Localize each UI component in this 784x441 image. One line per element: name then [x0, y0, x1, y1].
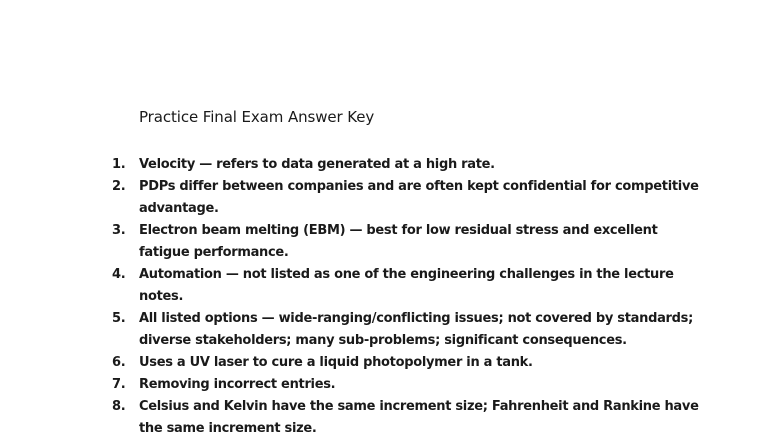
list-item: [112, 308, 712, 352]
answer-list: [112, 154, 712, 440]
item-text: All listed options — wide-ranging/conflicting issues; not covered by standards; diverse stakeholders; many sub-problems; significant consequences.: [139, 311, 694, 348]
item-text: Automation — not listed as one of the engineering challenges in the lecture notes.: [139, 267, 674, 304]
list-item: [112, 220, 712, 264]
item-number: 4.: [112, 267, 126, 282]
list-item: [112, 264, 712, 308]
list-item: [112, 396, 712, 440]
item-number: 5.: [112, 311, 126, 326]
item-text: Electron beam melting (EBM) — best for low residual stress and excellent fatigue performance.: [139, 223, 658, 260]
list-item: [112, 352, 712, 374]
item-number: 1.: [112, 157, 126, 172]
item-text: Celsius and Kelvin have the same increment size; Fahrenheit and Rankine have the same increment size.: [139, 399, 699, 436]
list-item: [112, 374, 712, 396]
page-title: Practice Final Exam Answer Key: [139, 108, 375, 126]
item-number: 2.: [112, 179, 126, 194]
item-number: 8.: [112, 399, 126, 414]
item-text: Uses a UV laser to cure a liquid photopolymer in a tank.: [139, 355, 533, 370]
item-text: Velocity — refers to data generated at a high rate.: [139, 157, 495, 172]
item-number: 7.: [112, 377, 126, 392]
item-number: 6.: [112, 355, 126, 370]
item-text: Removing incorrect entries.: [139, 377, 336, 392]
item-text: PDPs differ between companies and are often kept confidential for competitive advantage.: [139, 179, 699, 216]
item-number: 3.: [112, 223, 126, 238]
list-item: [112, 154, 712, 176]
list-item: [112, 176, 712, 220]
